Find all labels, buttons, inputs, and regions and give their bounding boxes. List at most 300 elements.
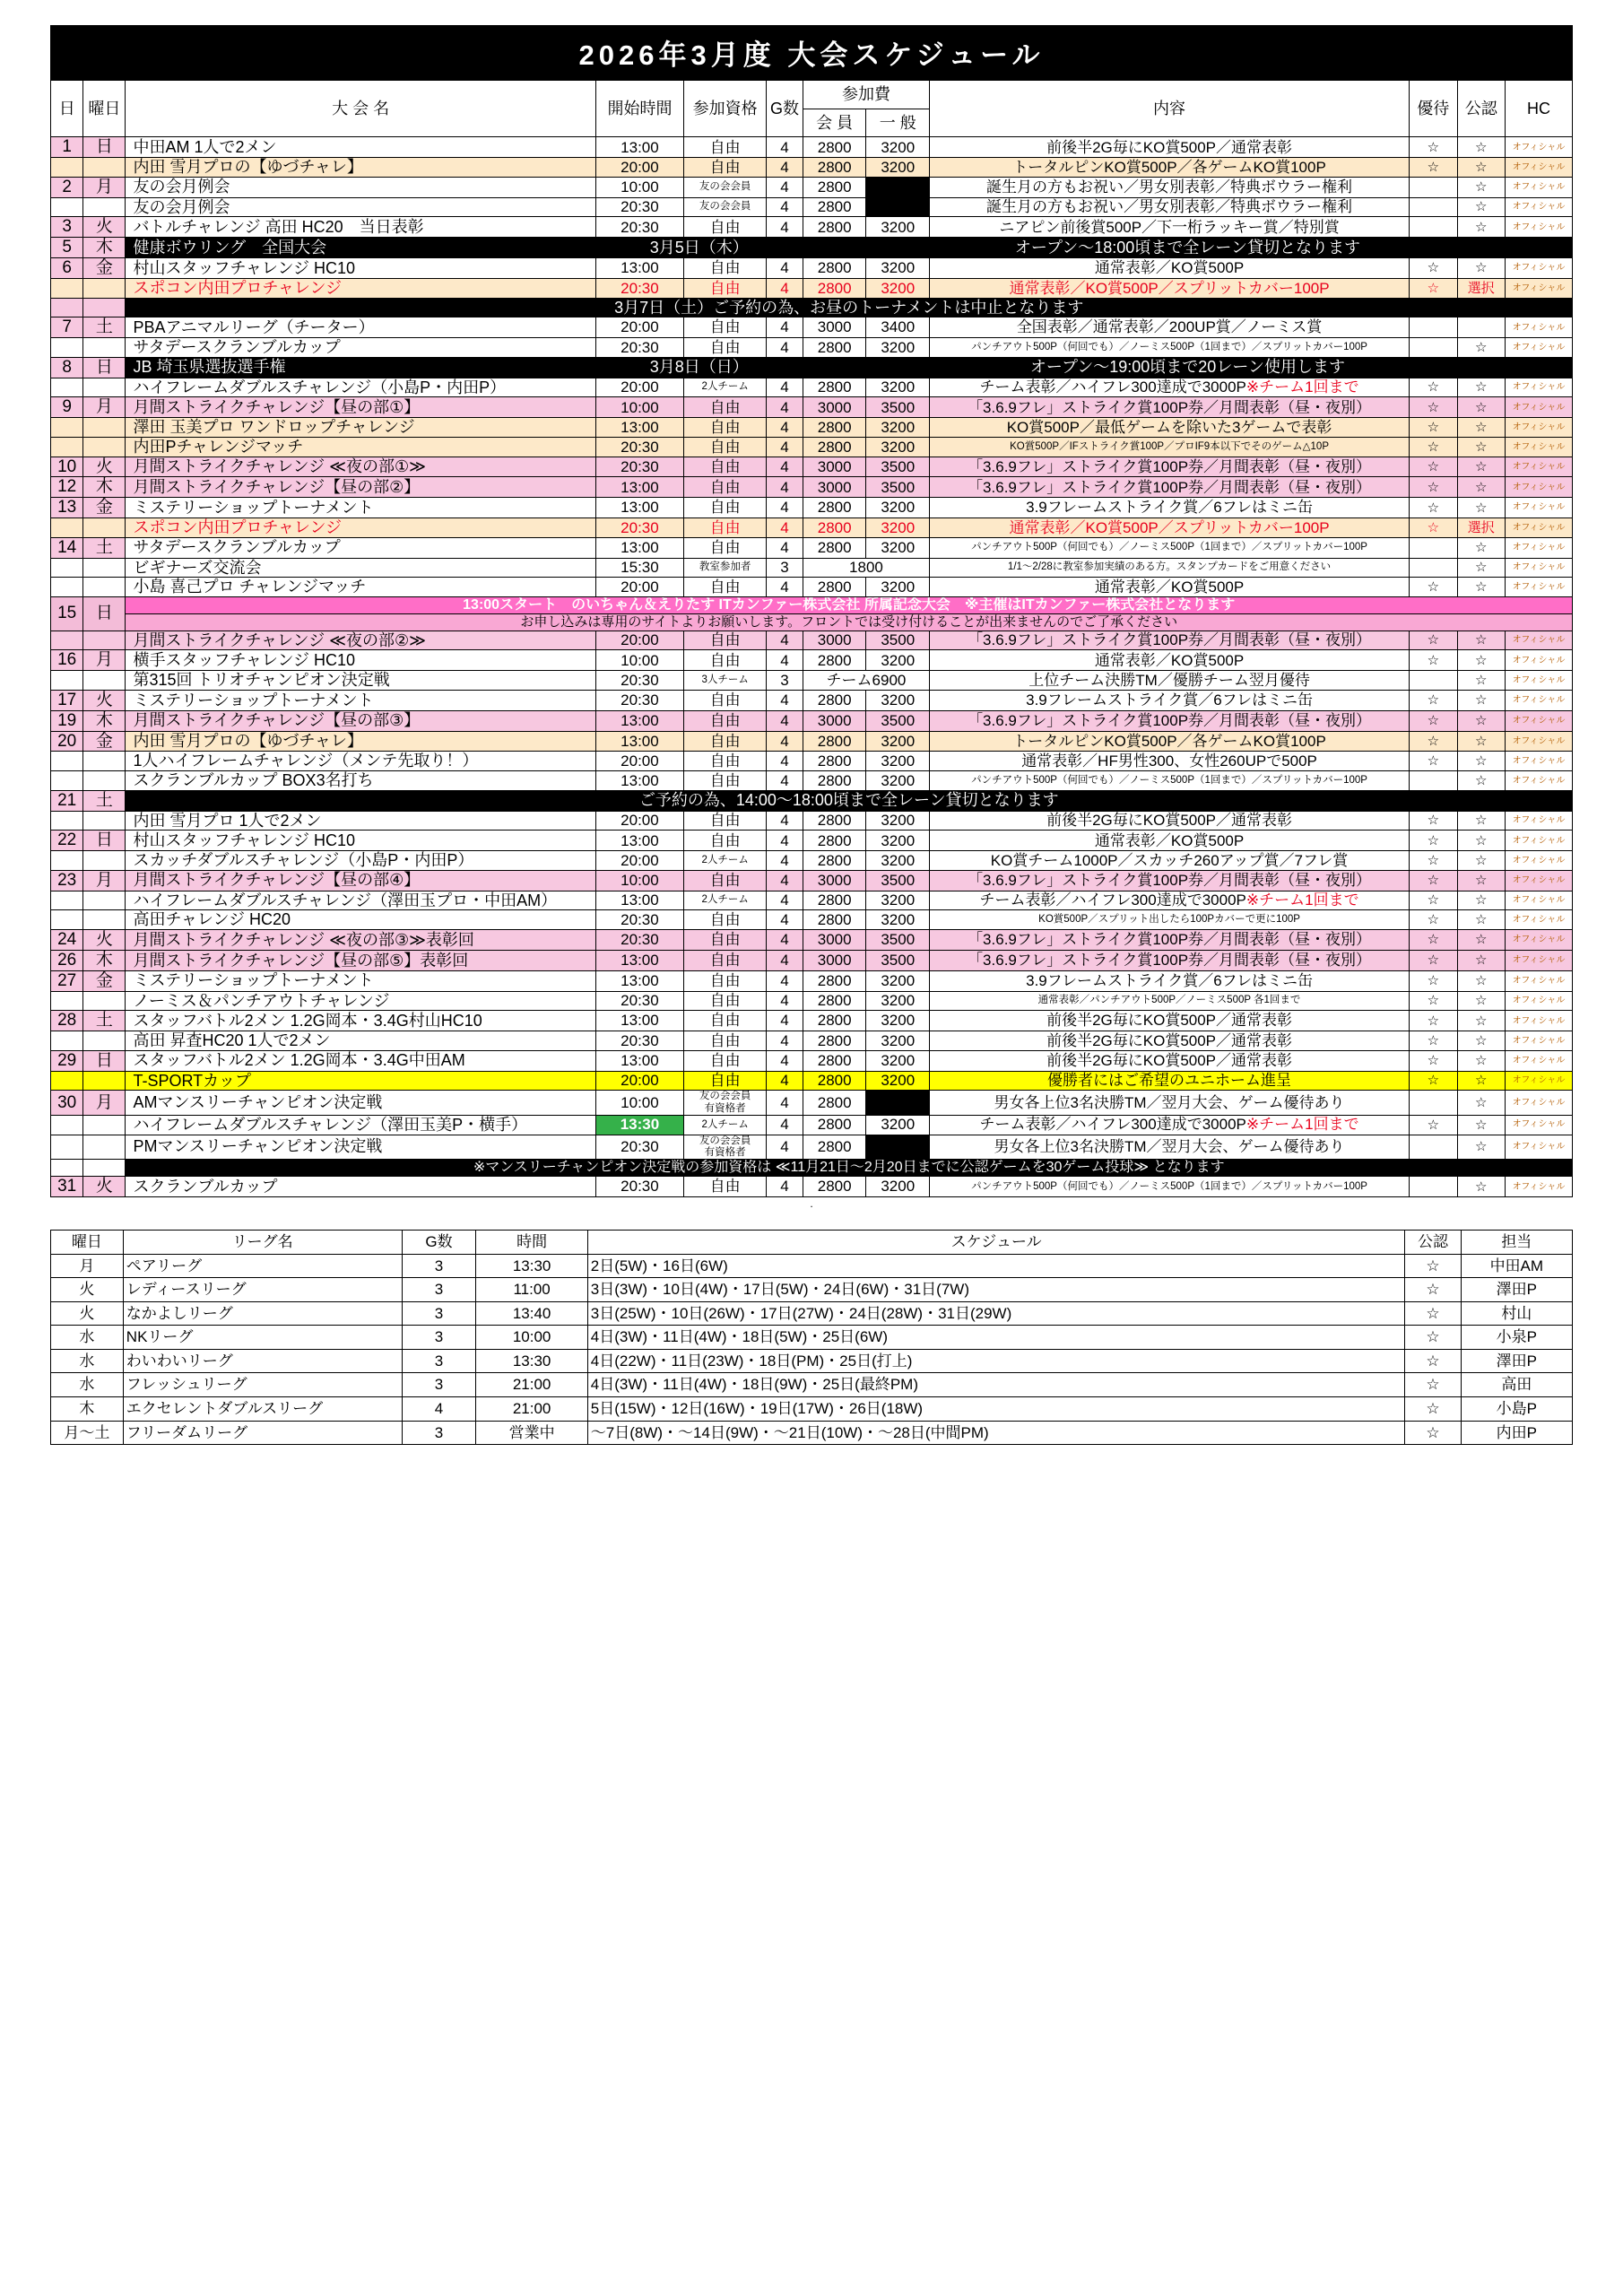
- start-time: 20:00: [595, 317, 683, 338]
- event-content: 前後半2G毎にKO賞500P／通常表彰: [930, 1031, 1410, 1051]
- league-staff: 小島P: [1461, 1397, 1572, 1422]
- league-games: 3: [402, 1326, 476, 1350]
- event-content: 「3.6.9フレ」ストライク賞100P券／月間表彰（昼・夜別）: [930, 477, 1410, 498]
- league-weekday: 水: [51, 1349, 124, 1373]
- weekday-cell: [83, 437, 126, 457]
- league-time: 13:30: [476, 1254, 587, 1278]
- games-count: 3: [767, 558, 803, 578]
- fee-general: 3500: [866, 950, 930, 970]
- event-name: ハイフレームダブルスチャレンジ（澤田玉美P・横手）: [126, 1115, 595, 1135]
- event-name: 月間ストライクチャレンジ【昼の部②】: [126, 477, 595, 498]
- yutai-flag: [1410, 197, 1457, 217]
- start-time: 20:30: [595, 1031, 683, 1051]
- league-weekday: 月: [51, 1254, 124, 1278]
- event-name: 月間ストライクチャレンジ【昼の部①】: [126, 397, 595, 418]
- header-fee-general: 一 般: [866, 109, 930, 137]
- league-kounin: ☆: [1405, 1421, 1461, 1445]
- fee-member: 2800: [803, 518, 866, 538]
- event-name: 第315回 トリオチャンピオン決定戦: [126, 671, 595, 691]
- day-cell: [51, 1071, 83, 1091]
- qualification: 自由: [684, 397, 767, 418]
- fee-general: 3200: [866, 217, 930, 238]
- event-name: PBAアニマルリーグ（チーター）: [126, 317, 595, 338]
- fee-member: 2800: [803, 197, 866, 217]
- kounin-flag: ☆: [1457, 418, 1505, 438]
- league-row: [51, 1349, 1573, 1373]
- league-games: 3: [402, 1373, 476, 1397]
- league-weekday: 水: [51, 1373, 124, 1397]
- event-date: 3月8日（日）: [595, 357, 803, 378]
- table-row: [51, 397, 1573, 418]
- games-count: 4: [767, 197, 803, 217]
- games-count: 4: [767, 710, 803, 731]
- league-name: レディースリーグ: [123, 1278, 402, 1302]
- day-cell: [51, 197, 83, 217]
- qualification: 自由: [684, 578, 767, 597]
- special-notice-line1: 13:00スタート のいちゃん＆えりたす ITカンファー株式会社 所属記念大会 ※主催はITカンファー株式会社となります: [126, 597, 1573, 614]
- day-cell: [51, 378, 83, 397]
- kounin-flag: [1457, 317, 1505, 338]
- start-time: 20:30: [595, 338, 683, 358]
- day-cell: 23: [51, 870, 83, 891]
- league-kounin: ☆: [1405, 1301, 1461, 1326]
- table-row: [51, 671, 1573, 691]
- start-time: 10:00: [595, 1091, 683, 1115]
- league-time: 21:00: [476, 1397, 587, 1422]
- kounin-flag: ☆: [1457, 930, 1505, 951]
- table-row: [51, 891, 1573, 910]
- yutai-flag: ☆: [1410, 970, 1457, 991]
- games-count: 4: [767, 217, 803, 238]
- weekday-cell: 金: [83, 970, 126, 991]
- day-cell: 17: [51, 690, 83, 710]
- fee-merged: チーム6900: [803, 671, 929, 691]
- event-name: 月間ストライクチャレンジ ≪夜の部③≫表彰回: [126, 930, 595, 951]
- kounin-flag: ☆: [1457, 217, 1505, 238]
- table-row: [51, 991, 1573, 1011]
- schedule-body: [51, 137, 1573, 1197]
- fee-general: 3200: [866, 1071, 930, 1091]
- kounin-flag: ☆: [1457, 991, 1505, 1011]
- event-name: 小島 喜己プロ チャレンジマッチ: [126, 578, 595, 597]
- qualification: 自由: [684, 910, 767, 930]
- qualification: 自由: [684, 650, 767, 671]
- day-cell: 6: [51, 258, 83, 279]
- weekday-cell: 土: [83, 1011, 126, 1031]
- day-cell: 5: [51, 238, 83, 258]
- kounin-flag: ☆: [1457, 578, 1505, 597]
- league-time: 13:30: [476, 1349, 587, 1373]
- qualification: 教室参加者: [684, 558, 767, 578]
- schedule-table: [50, 80, 1573, 1197]
- table-row: [51, 752, 1573, 771]
- event-content: KO賞500P／IFストライク賞100P／プロIF9本以下でそのゲーム△10P: [930, 437, 1410, 457]
- hc-label: オフィシャル: [1506, 137, 1573, 158]
- league-time: 21:00: [476, 1373, 587, 1397]
- event-name: 中田AM 1人で2メン: [126, 137, 595, 158]
- start-time: 10:00: [595, 397, 683, 418]
- qualification: 自由: [684, 1071, 767, 1091]
- day-cell: 31: [51, 1177, 83, 1197]
- games-count: 4: [767, 278, 803, 298]
- kounin-flag: ☆: [1457, 378, 1505, 397]
- day-cell: [51, 1159, 83, 1176]
- kounin-flag: ☆: [1457, 1177, 1505, 1197]
- league-name: なかよしリーグ: [123, 1301, 402, 1326]
- yutai-flag: ☆: [1410, 437, 1457, 457]
- table-row: [51, 1177, 1573, 1197]
- hc-label: オフィシャル: [1506, 518, 1573, 538]
- table-row: [51, 690, 1573, 710]
- yutai-flag: [1410, 338, 1457, 358]
- table-row: [51, 811, 1573, 831]
- day-cell: [51, 1115, 83, 1135]
- day-cell: [51, 631, 83, 650]
- event-name: ハイフレームダブルスチャレンジ（澤田玉プロ・中田AM）: [126, 891, 595, 910]
- fee-general: 3200: [866, 650, 930, 671]
- games-count: 4: [767, 690, 803, 710]
- start-time: 20:00: [595, 811, 683, 831]
- weekday-cell: 月: [83, 870, 126, 891]
- fee-general: 3200: [866, 338, 930, 358]
- fee-member: 2800: [803, 217, 866, 238]
- table-row: [51, 537, 1573, 558]
- day-cell: 21: [51, 790, 83, 811]
- games-count: 4: [767, 891, 803, 910]
- event-name: スポコン内田プロチャレンジ: [126, 518, 595, 538]
- yutai-flag: ☆: [1410, 910, 1457, 930]
- table-row: [51, 558, 1573, 578]
- kounin-flag: ☆: [1457, 910, 1505, 930]
- fee-general: 3200: [866, 910, 930, 930]
- event-content: 優勝者にはご希望のユニホーム進呈: [930, 1071, 1410, 1091]
- league-games: 3: [402, 1301, 476, 1326]
- games-count: 4: [767, 991, 803, 1011]
- qualification: 自由: [684, 518, 767, 538]
- weekday-cell: [83, 811, 126, 831]
- event-content: 前後半2G毎にKO賞500P／通常表彰: [930, 1011, 1410, 1031]
- kounin-flag: ☆: [1457, 870, 1505, 891]
- games-count: 4: [767, 851, 803, 871]
- fee-member: 2800: [803, 970, 866, 991]
- start-time: 20:30: [595, 197, 683, 217]
- fee-member: 2800: [803, 1071, 866, 1091]
- qualification: 自由: [684, 317, 767, 338]
- fee-member: 2800: [803, 498, 866, 518]
- league-staff: 小泉P: [1461, 1326, 1572, 1350]
- start-time: 20:30: [595, 518, 683, 538]
- games-count: 4: [767, 811, 803, 831]
- kounin-flag: ☆: [1457, 1031, 1505, 1051]
- yutai-flag: ☆: [1410, 578, 1457, 597]
- league-staff: 澤田P: [1461, 1349, 1572, 1373]
- event-content: 通常表彰／KO賞500P: [930, 650, 1410, 671]
- fee-merged: 1800: [803, 558, 929, 578]
- day-cell: [51, 518, 83, 538]
- games-count: 4: [767, 457, 803, 477]
- start-time: 13:00: [595, 771, 683, 791]
- fee-general: 3200: [866, 1050, 930, 1071]
- start-time: 13:00: [595, 477, 683, 498]
- kounin-flag: ☆: [1457, 891, 1505, 910]
- fee-general: 3200: [866, 578, 930, 597]
- weekday-cell: [83, 671, 126, 691]
- qualification-note: ※マンスリーチャンピオン決定戦の参加資格は ≪11月21日～2月20日までに公認ゲームを30ゲーム投球≫ となります: [126, 1159, 1573, 1176]
- event-name: ハイフレームダブルスチャレンジ（小島P・内田P）: [126, 378, 595, 397]
- league-row: [51, 1254, 1573, 1278]
- yutai-flag: [1410, 177, 1457, 197]
- hc-label: オフィシャル: [1506, 317, 1573, 338]
- fee-general: 3200: [866, 537, 930, 558]
- games-count: 4: [767, 317, 803, 338]
- day-cell: 29: [51, 1050, 83, 1071]
- hc-label: オフィシャル: [1506, 631, 1573, 650]
- start-time: 20:30: [595, 278, 683, 298]
- hc-label: オフィシャル: [1506, 690, 1573, 710]
- kounin-flag: ☆: [1457, 1050, 1505, 1071]
- qualification: 自由: [684, 991, 767, 1011]
- league-header-games: G数: [402, 1231, 476, 1255]
- kounin-flag: ☆: [1457, 650, 1505, 671]
- event-content: 「3.6.9フレ」ストライク賞100P券／月間表彰（昼・夜別）: [930, 397, 1410, 418]
- games-count: 4: [767, 1071, 803, 1091]
- day-cell: 9: [51, 397, 83, 418]
- league-weekday: 水: [51, 1326, 124, 1350]
- yutai-flag: ☆: [1410, 991, 1457, 1011]
- header-kounin: 公認: [1457, 81, 1505, 137]
- yutai-flag: [1410, 217, 1457, 238]
- fee-member: 3000: [803, 397, 866, 418]
- league-name: フリーダムリーグ: [123, 1421, 402, 1445]
- kounin-flag: 選択: [1457, 278, 1505, 298]
- table-row: [51, 197, 1573, 217]
- games-count: 4: [767, 752, 803, 771]
- fee-member: 3000: [803, 477, 866, 498]
- weekday-cell: 日: [83, 1050, 126, 1071]
- event-name: バトルチャレンジ 高田 HC20 当日表彰: [126, 217, 595, 238]
- start-time: 20:30: [595, 217, 683, 238]
- weekday-cell: [83, 891, 126, 910]
- league-staff: 高田: [1461, 1373, 1572, 1397]
- table-row: [51, 217, 1573, 238]
- kounin-flag: 選択: [1457, 518, 1505, 538]
- games-count: 4: [767, 1031, 803, 1051]
- start-time: 20:30: [595, 991, 683, 1011]
- fee-general: 3200: [866, 278, 930, 298]
- weekday-cell: [83, 1115, 126, 1135]
- league-row: [51, 1373, 1573, 1397]
- hc-label: オフィシャル: [1506, 752, 1573, 771]
- games-count: 4: [767, 930, 803, 951]
- event-name: ミステリーショップトーナメント: [126, 690, 595, 710]
- special-event-row: [51, 357, 1573, 378]
- qualification: 友の会会員 有資格者: [684, 1091, 767, 1115]
- day-cell: 1: [51, 137, 83, 158]
- header-event-name: 大 会 名: [126, 81, 595, 137]
- fee-general: 3200: [866, 831, 930, 851]
- start-time: 13:00: [595, 418, 683, 438]
- league-name: NKリーグ: [123, 1326, 402, 1350]
- weekday-cell: [83, 1071, 126, 1091]
- fee-member: 2800: [803, 771, 866, 791]
- games-count: 4: [767, 177, 803, 197]
- event-name: PMマンスリーチャンピオン決定戦: [126, 1135, 595, 1159]
- games-count: 4: [767, 498, 803, 518]
- fee-member: 3000: [803, 457, 866, 477]
- day-cell: 2: [51, 177, 83, 197]
- table-row: [51, 970, 1573, 991]
- qualification: 自由: [684, 477, 767, 498]
- league-name: エクセレントダブルスリーグ: [123, 1397, 402, 1422]
- qualification: 自由: [684, 258, 767, 279]
- fee-member: 2800: [803, 1091, 866, 1115]
- games-count: 4: [767, 631, 803, 650]
- event-content: パンチアウト500P（何回でも）／ノーミス500P（1回まで）／スプリットカバー100P: [930, 1177, 1410, 1197]
- hc-label: オフィシャル: [1506, 1050, 1573, 1071]
- yutai-flag: ☆: [1410, 457, 1457, 477]
- start-time: 13:00: [595, 1050, 683, 1071]
- yutai-flag: [1410, 771, 1457, 791]
- event-content: 「3.6.9フレ」ストライク賞100P券／月間表彰（昼・夜別）: [930, 631, 1410, 650]
- yutai-flag: ☆: [1410, 891, 1457, 910]
- fee-general: [866, 1091, 930, 1115]
- start-time: 13:30: [595, 1115, 683, 1135]
- weekday-cell: [83, 378, 126, 397]
- fee-member: 2800: [803, 537, 866, 558]
- event-name: 内田 雪月プロの【ゆづチャレ】: [126, 731, 595, 752]
- fee-member: 2800: [803, 418, 866, 438]
- day-cell: [51, 1031, 83, 1051]
- start-time: 20:00: [595, 578, 683, 597]
- event-content: 「3.6.9フレ」ストライク賞100P券／月間表彰（昼・夜別）: [930, 930, 1410, 951]
- yutai-flag: ☆: [1410, 690, 1457, 710]
- event-content: 通常表彰／KO賞500P: [930, 831, 1410, 851]
- day-cell: 14: [51, 537, 83, 558]
- league-header-weekday: 曜日: [51, 1231, 124, 1255]
- table-row: [51, 1071, 1573, 1091]
- hc-label: オフィシャル: [1506, 437, 1573, 457]
- reserved-banner-row: [51, 790, 1573, 811]
- yutai-flag: ☆: [1410, 870, 1457, 891]
- hc-label: オフィシャル: [1506, 851, 1573, 871]
- league-header-kounin: 公認: [1405, 1231, 1461, 1255]
- event-content: ニアピン前後賞500P／下一桁ラッキー賞／特別賞: [930, 217, 1410, 238]
- start-time: 10:00: [595, 870, 683, 891]
- header-content: 内容: [930, 81, 1410, 137]
- fee-member: 2800: [803, 752, 866, 771]
- yutai-flag: ☆: [1410, 731, 1457, 752]
- kounin-flag: ☆: [1457, 771, 1505, 791]
- league-staff: 中田AM: [1461, 1254, 1572, 1278]
- table-row: [51, 650, 1573, 671]
- games-count: 4: [767, 477, 803, 498]
- start-time: 20:00: [595, 378, 683, 397]
- hc-label: オフィシャル: [1506, 537, 1573, 558]
- qualification: 自由: [684, 217, 767, 238]
- qualification: 自由: [684, 690, 767, 710]
- weekday-cell: 日: [83, 357, 126, 378]
- start-time: 20:30: [595, 1135, 683, 1159]
- yutai-flag: ☆: [1410, 518, 1457, 538]
- league-schedule: 4日(3W)・11日(4W)・18日(9W)・25日(最終PM): [587, 1373, 1405, 1397]
- fee-general: 3500: [866, 870, 930, 891]
- qualification: 自由: [684, 771, 767, 791]
- event-content: パンチアウト500P（何回でも）／ノーミス500P（1回まで）／スプリットカバー100P: [930, 771, 1410, 791]
- fee-member: 2800: [803, 1115, 866, 1135]
- event-name: スカッチダブルスチャレンジ（小島P・内田P）: [126, 851, 595, 871]
- games-count: 4: [767, 950, 803, 970]
- table-row: [51, 258, 1573, 279]
- weekday-cell: [83, 278, 126, 298]
- event-name: 友の会月例会: [126, 177, 595, 197]
- hc-label: オフィシャル: [1506, 558, 1573, 578]
- qualification: 自由: [684, 631, 767, 650]
- hc-label: オフィシャル: [1506, 258, 1573, 279]
- fee-general: 3400: [866, 317, 930, 338]
- weekday-cell: [83, 1159, 126, 1176]
- qualification: 2人チーム: [684, 891, 767, 910]
- event-name: スポコン内田プロチャレンジ: [126, 278, 595, 298]
- fee-general: 3200: [866, 258, 930, 279]
- league-body: [51, 1254, 1573, 1444]
- hc-label: オフィシャル: [1506, 950, 1573, 970]
- kounin-flag: ☆: [1457, 1115, 1505, 1135]
- kounin-flag: ☆: [1457, 338, 1505, 358]
- fee-general: 3200: [866, 158, 930, 178]
- weekday-cell: [83, 298, 126, 317]
- hc-label: オフィシャル: [1506, 811, 1573, 831]
- hc-label: オフィシャル: [1506, 930, 1573, 951]
- hc-label: オフィシャル: [1506, 1031, 1573, 1051]
- fee-member: 2800: [803, 731, 866, 752]
- qualification: 自由: [684, 338, 767, 358]
- fee-member: 2800: [803, 278, 866, 298]
- qualification: 自由: [684, 278, 767, 298]
- weekday-cell: [83, 418, 126, 438]
- fee-general: [866, 1135, 930, 1159]
- fee-member: 2800: [803, 991, 866, 1011]
- special-event-row: [51, 238, 1573, 258]
- weekday-cell: [83, 851, 126, 871]
- yutai-flag: ☆: [1410, 1071, 1457, 1091]
- event-note: オープン～18:00頃まで全レーン貸切となります: [803, 238, 1572, 258]
- table-row: [51, 498, 1573, 518]
- fee-general: 3500: [866, 930, 930, 951]
- table-row: [51, 710, 1573, 731]
- day-cell: 22: [51, 831, 83, 851]
- qualification: 自由: [684, 752, 767, 771]
- event-content: 前後半2G毎にKO賞500P／通常表彰: [930, 811, 1410, 831]
- start-time: 20:00: [595, 1071, 683, 1091]
- qualification: 自由: [684, 870, 767, 891]
- qualification: 友の会会員: [684, 177, 767, 197]
- qualification: 2人チーム: [684, 378, 767, 397]
- yutai-flag: ☆: [1410, 631, 1457, 650]
- weekday-cell: 月: [83, 650, 126, 671]
- fee-general: 3500: [866, 397, 930, 418]
- header-hc: HC: [1506, 81, 1573, 137]
- event-content: 3.9フレームストライク賞／6フレはミニ缶: [930, 498, 1410, 518]
- qualification: 3人チーム: [684, 671, 767, 691]
- hc-label: オフィシャル: [1506, 891, 1573, 910]
- league-weekday: 火: [51, 1278, 124, 1302]
- games-count: 4: [767, 970, 803, 991]
- event-name: T-SPORTカップ: [126, 1071, 595, 1091]
- games-count: 4: [767, 338, 803, 358]
- league-header-name: リーグ名: [123, 1231, 402, 1255]
- day-cell: 10: [51, 457, 83, 477]
- header-start-time: 開始時間: [595, 81, 683, 137]
